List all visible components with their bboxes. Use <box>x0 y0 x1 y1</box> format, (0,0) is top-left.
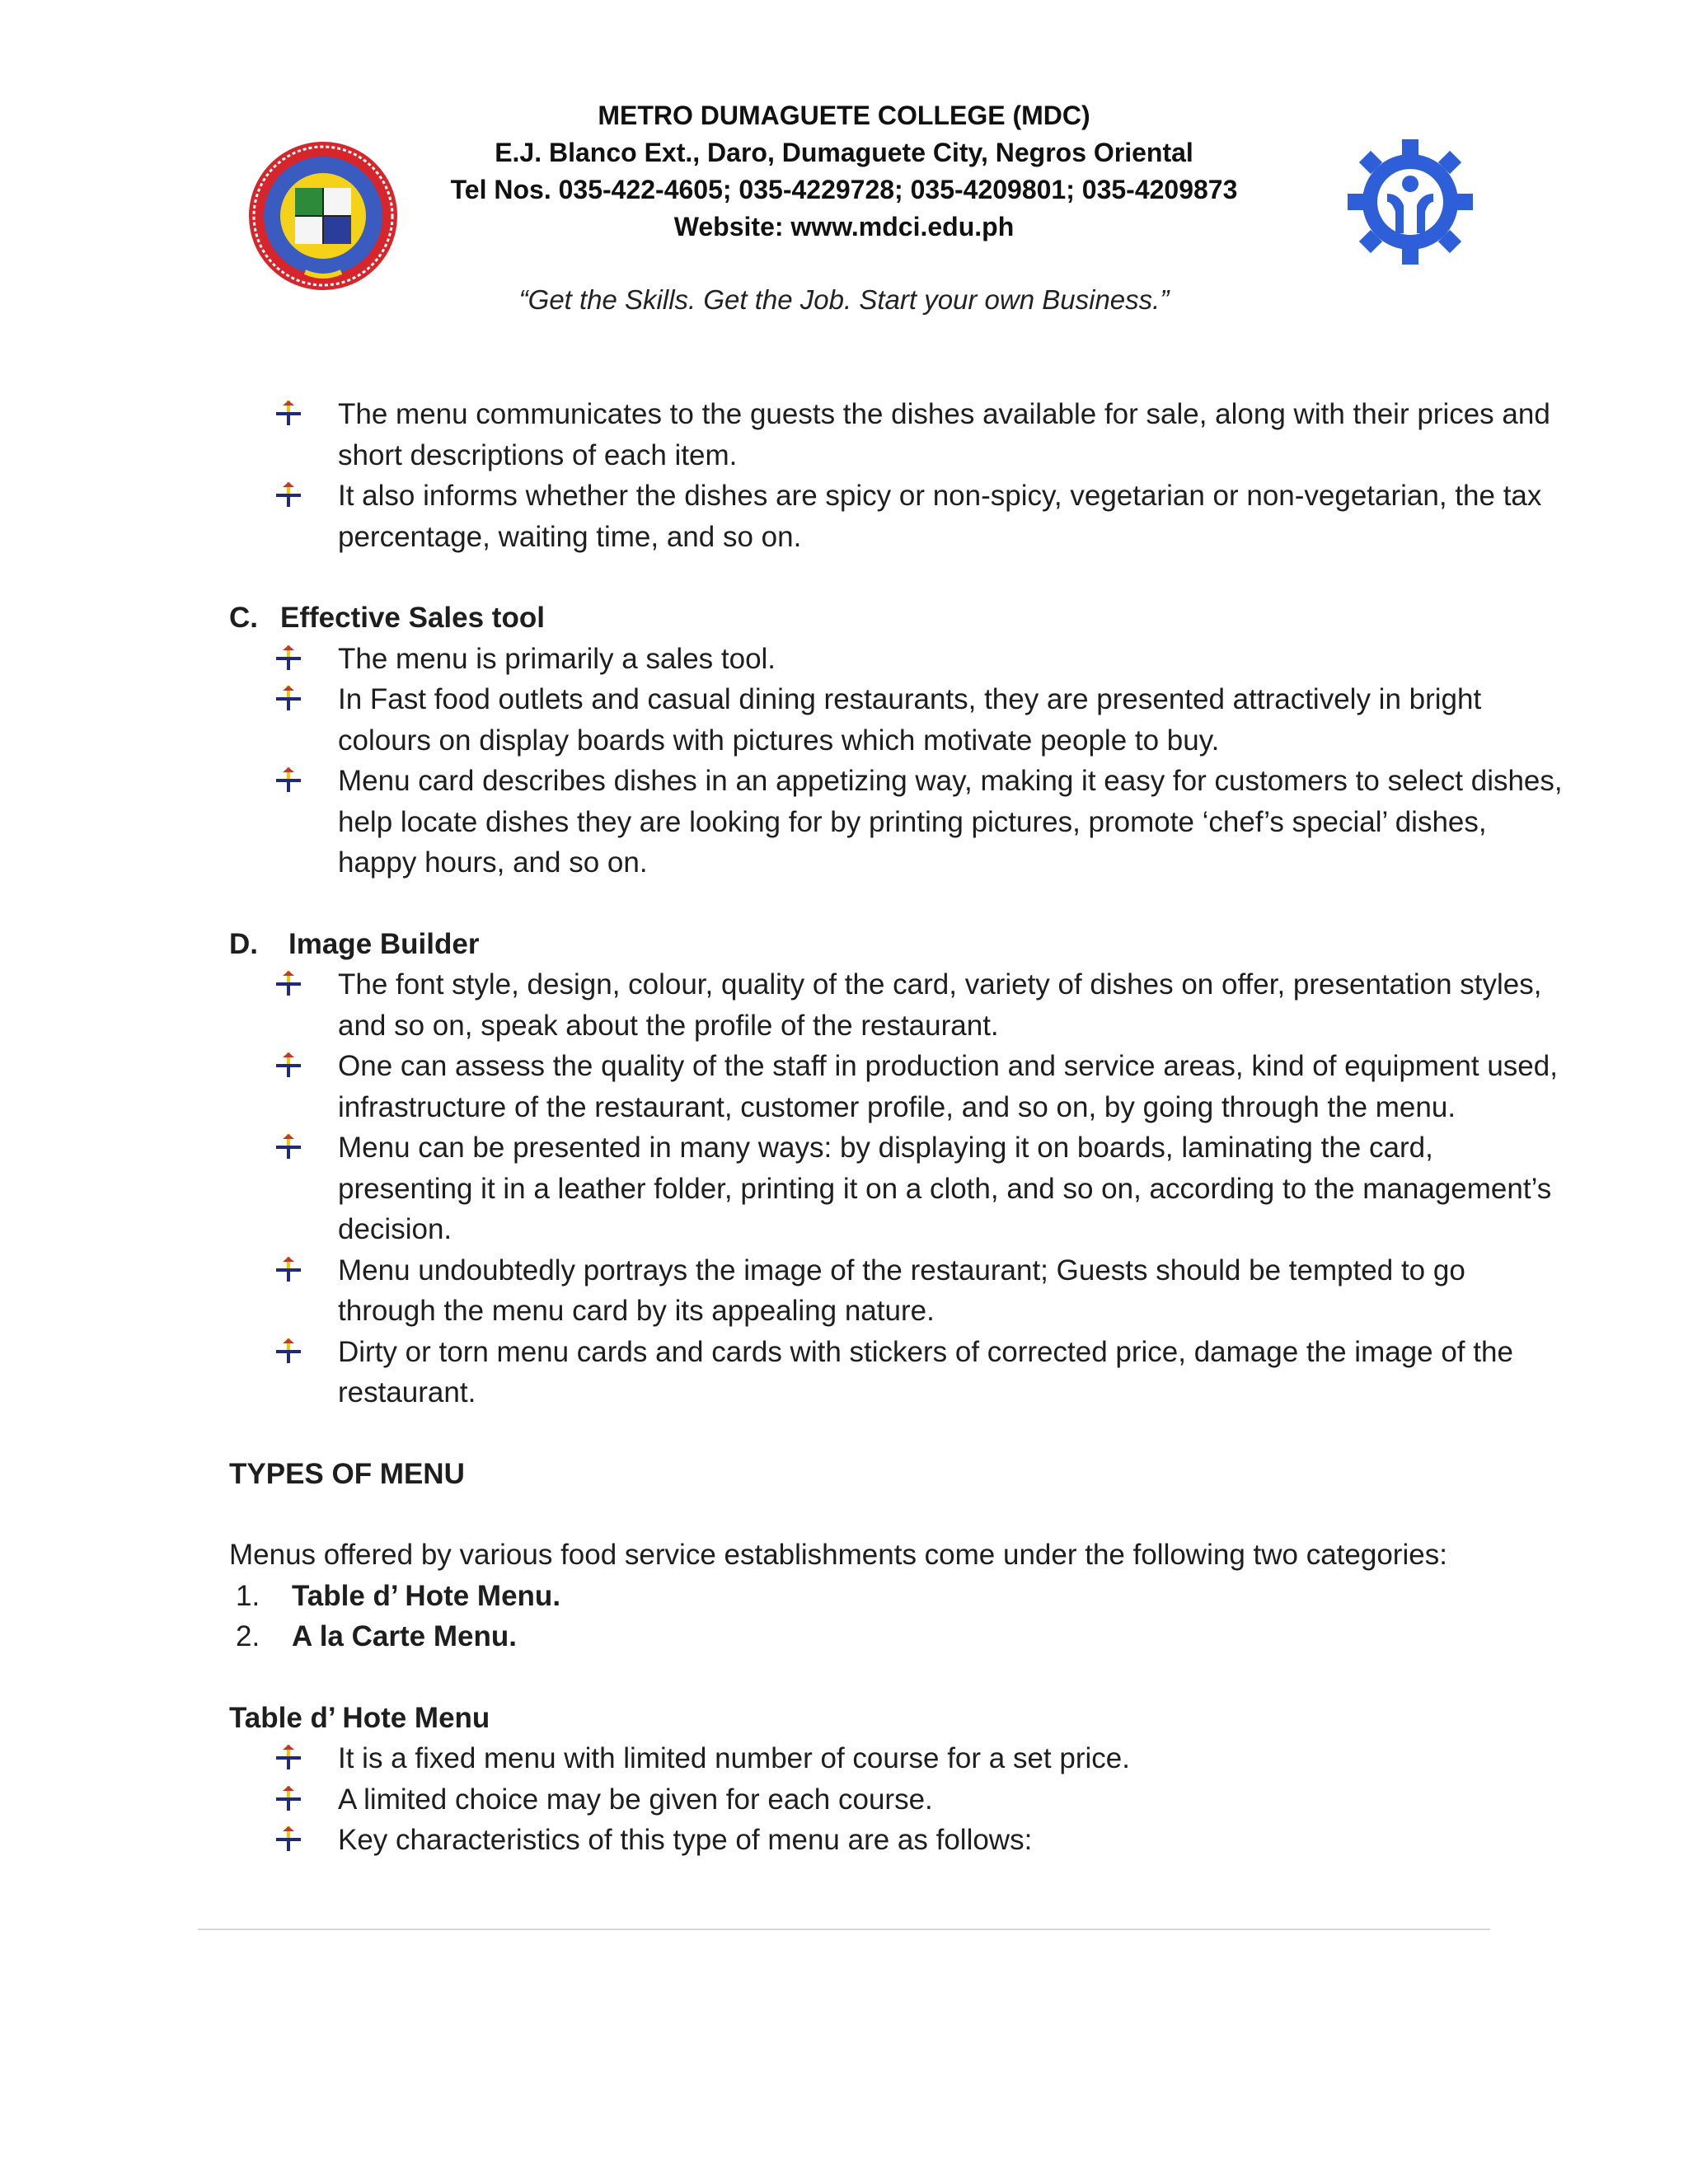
document-body <box>229 394 1564 1861</box>
intro-bullet-list <box>229 394 1564 557</box>
list-item: Menu card describes dishes in an appetizing way, making it easy for customers to select dishes, help locate dishes they are looking for by printing pictures, promote ‘chef’s special’ dishes, happy hours, and so on. <box>330 761 1564 883</box>
college-motto: “Get the Skills. Get the Job. Start your own Business.” <box>518 284 1170 315</box>
section-d-bullet-list <box>229 964 1564 1413</box>
arrow-bullet-icon <box>276 482 301 507</box>
college-address: E.J. Blanco Ext., Daro, Dumaguete City, Negros Oriental <box>495 138 1193 167</box>
arrow-bullet-icon <box>276 1134 301 1159</box>
arrow-bullet-icon <box>276 1052 301 1077</box>
section-c-heading <box>229 598 1564 639</box>
arrow-bullet-icon <box>276 1745 301 1769</box>
list-item: Dirty or torn menu cards and cards with stickers of corrected price, damage the image of the restaurant. <box>330 1332 1564 1413</box>
arrow-bullet-icon <box>276 971 301 996</box>
list-item: One can assess the quality of the staff in production and service areas, kind of equipment used, infrastructure of the restaurant, customer profile, and so on, by going through the menu. <box>330 1046 1564 1127</box>
section-d-heading <box>229 924 1564 965</box>
menu-types-list <box>229 1576 1564 1657</box>
arrow-bullet-icon <box>276 1257 301 1282</box>
college-name: METRO DUMAGUETE COLLEGE (MDC) <box>598 101 1090 130</box>
section-letter: D. <box>229 927 258 960</box>
section-c-bullet-list <box>229 639 1564 883</box>
arrow-bullet-icon <box>276 645 301 670</box>
table-dhote-heading: Table d’ Hote Menu <box>229 1701 490 1734</box>
college-phones: Tel Nos. 035-422-4605; 035-4229728; 035-4209801; 035-4209873 <box>450 175 1238 204</box>
list-item: 2. A la Carte Menu. <box>236 1620 517 1652</box>
footer-divider <box>198 1929 1490 1930</box>
list-item: Key characteristics of this type of menu are as follows: <box>330 1820 1564 1861</box>
section-title: Effective Sales tool <box>280 602 545 634</box>
types-intro-paragraph: Menus offered by various food service establishments come under the following two categories: <box>229 1539 1447 1571</box>
arrow-bullet-icon <box>276 1786 301 1811</box>
list-item: A limited choice may be given for each course. <box>330 1779 1564 1821</box>
arrow-bullet-icon <box>276 767 301 792</box>
list-item: The menu is primarily a sales tool. <box>330 639 1564 680</box>
list-item: The font style, design, colour, quality of the card, variety of dishes on offer, presentation styles, and so on, speak about the profile of the restaurant. <box>330 964 1564 1046</box>
table-dhote-bullet-list <box>229 1738 1564 1861</box>
list-item: 1. Table d’ Hote Menu. <box>236 1579 561 1612</box>
types-of-menu-heading: TYPES OF MENU <box>229 1457 465 1490</box>
arrow-bullet-icon <box>276 1338 301 1363</box>
section-letter: C. <box>229 602 258 634</box>
arrow-bullet-icon <box>276 1826 301 1851</box>
list-item: It is a fixed menu with limited number of course for a set price. <box>330 1738 1564 1779</box>
gear-emblem-icon <box>1329 136 1491 268</box>
list-item: It also informs whether the dishes are spicy or non-spicy, vegetarian or non-vegetarian, the tax percentage, waiting time, and so on. <box>330 476 1564 557</box>
list-item: Menu can be presented in many ways: by displaying it on boards, laminating the card, presenting it in a leather folder, printing it on a cloth, and so on, according to the management’s decision. <box>330 1127 1564 1250</box>
arrow-bullet-icon <box>276 401 301 425</box>
arrow-bullet-icon <box>276 686 301 710</box>
list-item: The menu communicates to the guests the dishes available for sale, along with their prices and short descriptions of each item. <box>330 394 1564 476</box>
college-seal-icon <box>247 140 399 292</box>
section-title: Image Builder <box>288 927 480 960</box>
college-website: Website: www.mdci.edu.ph <box>673 212 1015 241</box>
list-item: Menu undoubtedly portrays the image of the restaurant; Guests should be tempted to go through the menu card by its appealing nature. <box>330 1250 1564 1332</box>
list-item: In Fast food outlets and casual dining restaurants, they are presented attractively in bright colours on display boards with pictures which motivate people to buy. <box>330 679 1564 761</box>
